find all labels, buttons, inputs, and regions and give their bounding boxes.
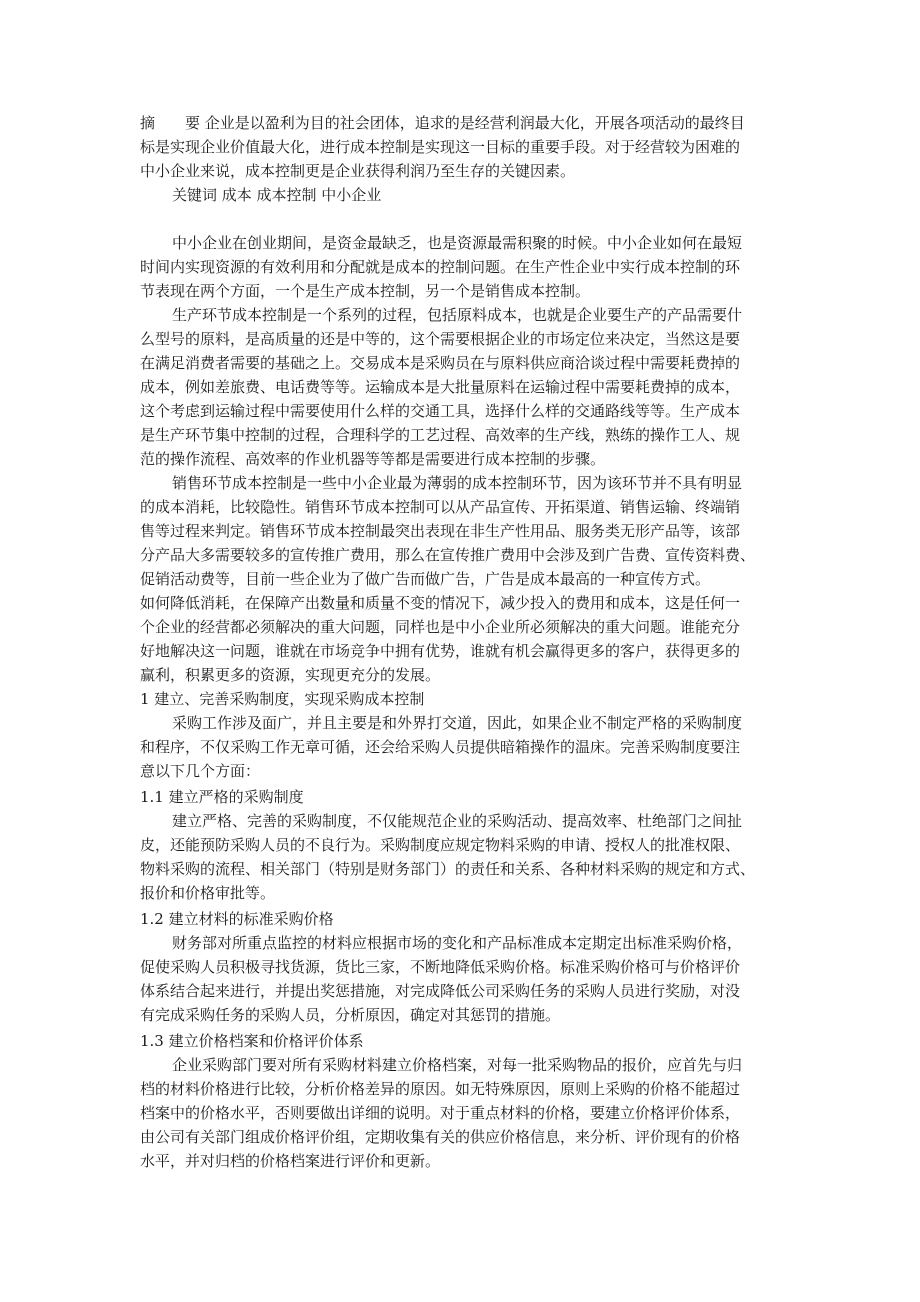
paragraph-line: 这个考虑到运输过程中需要使用什么样的交通工具，选择什么样的交通路线等等。生产成本 [140,402,741,420]
paragraph-line: 好地解决这一问题，谁就在市场竞争中拥有优势，谁就有机会赢得更多的客户，获得更多的 [140,642,741,660]
paragraph-line: 体系结合起来进行，并提出奖惩措施，对完成降低公司采购任务的采购人员进行奖励，对没 [140,982,741,1000]
paragraph-line: 节表现在两个方面，一个是生产成本控制，另一个是销售成本控制。 [140,282,591,300]
section-heading: 1.3 建立价格档案和价格评价体系 [140,1032,364,1050]
paragraph-line: 促销活动费等，目前一些企业为了做广告而做广告，广告是成本最高的一种宣传方式。 [140,570,711,588]
paragraph-line: 报价和价格审批等。 [140,884,276,902]
paragraph-line: 在满足消费者需要的基础之上。交易成本是采购员在与原料供应商洽谈过程中需要耗费掉的 [140,354,741,372]
section-heading: 1.1 建立严格的采购制度 [140,788,304,806]
paragraph-line: 有完成采购任务的采购人员，分析原因，确定对其惩罚的措施。 [140,1006,561,1024]
paragraph-line: 范的操作流程、高效率的作业机器等等都是需要进行成本控制的步骤。 [140,450,606,468]
paragraph-line: 皮，还能预防采购人员的不良行为。采购制度应规定物料采购的申请、授权人的批准权限、 [140,836,741,854]
paragraph-line: 物料采购的流程、相关部门（特别是财务部门）的责任和关系、各种材料采购的规定和方式、 [140,860,756,878]
paragraph-line: 和程序，不仅采购工作无章可循，还会给采购人员提供暗箱操作的温床。完善采购制度要注 [140,738,741,756]
keywords: 关键词 成本 成本控制 中小企业 [172,186,382,204]
section-heading: 1.2 建立材料的标准采购价格 [140,910,334,928]
paragraph-line: 个企业的经营都必须解决的重大问题，同样也是中小企业所必须解决的重大问题。谁能充分 [140,618,741,636]
paragraph-line: 由公司有关部门组成价格评价组，定期收集有关的供应价格信息，来分析、评价现有的价格 [140,1128,741,1146]
paragraph-line: 售等过程来判定。销售环节成本控制最突出表现在非生产性用品、服务类无形产品等，该部 [140,522,741,540]
paragraph-line: 生产环节成本控制是一个系列的过程，包括原料成本，也就是企业要生产的产品需要什 [172,306,743,324]
abstract-line: 标是实现企业价值最大化，进行成本控制是实现这一目标的重要手段。对于经营较为困难的 [140,138,741,156]
paragraph-line: 的成本消耗，比较隐性。销售环节成本控制可以从产品宣传、开拓渠道、销售运输、终端销 [140,498,741,516]
paragraph-line: 档案中的价格水平，否则要做出详细的说明。对于重点材料的价格，要建立价格评价体系， [140,1104,741,1122]
paragraph-line: 是生产环节集中控制的过程，合理科学的工艺过程、高效率的生产线，熟练的操作工人、规 [140,426,741,444]
paragraph-line: 档的材料价格进行比较，分析价格差异的原因。如无特殊原因，原则上采购的价格不能超过 [140,1080,741,1098]
paragraph-line: 分产品大多需要较多的宣传推广费用，那么在宣传推广费用中会涉及到广告费、宣传资料费、 [140,546,756,564]
paragraph-line: 企业采购部门要对所有采购材料建立价格档案，对每一批采购物品的报价，应首先与归 [172,1056,743,1074]
paragraph-line: 建立严格、完善的采购制度，不仅能规范企业的采购活动、提高效率、杜绝部门之间扯 [172,812,743,830]
paragraph-line: 成本，例如差旅费、电话费等等。运输成本是大批量原料在运输过程中需要耗费掉的成本， [140,378,741,396]
paragraph-line: 销售环节成本控制是一些中小企业最为薄弱的成本控制环节，因为该环节并不具有明显 [172,474,743,492]
paragraph-line: 采购工作涉及面广，并且主要是和外界打交道，因此，如果企业不制定严格的采购制度 [172,714,743,732]
paragraph-line: 赢利，积累更多的资源，实现更充分的发展。 [140,666,441,684]
paragraph-line: 财务部对所重点监控的材料应根据市场的变化和产品标准成本定期定出标准采购价格， [172,934,743,952]
abstract-line: 中小企业来说，成本控制更是企业获得利润乃至生存的关键因素。 [140,162,576,180]
paragraph-line: 水平，并对归档的价格档案进行评价和更新。 [140,1152,441,1170]
section-heading: 1 建立、完善采购制度，实现采购成本控制 [140,690,425,708]
paragraph-line: 如何降低消耗，在保障产出数量和质量不变的情况下，减少投入的费用和成本，这是任何一 [140,594,741,612]
paragraph-line: 时间内实现资源的有效利用和分配就是成本的控制问题。在生产性企业中实行成本控制的环 [140,258,741,276]
paragraph-line: 意以下几个方面： [140,762,261,780]
abstract-line: 摘 要 企业是以盈利为目的社会团体，追求的是经营利润最大化，开展各项活动的最终目 [140,114,745,132]
paragraph-line: 中小企业在创业期间，是资金最缺乏，也是资源最需积聚的时候。中小企业如何在最短 [172,234,743,252]
paragraph-line: 么型号的原料，是高质量的还是中等的，这个需要根据企业的市场定位来决定，当然这是要 [140,330,741,348]
paragraph-line: 促使采购人员积极寻找货源，货比三家，不断地降低采购价格。标准采购价格可与价格评价 [140,958,741,976]
